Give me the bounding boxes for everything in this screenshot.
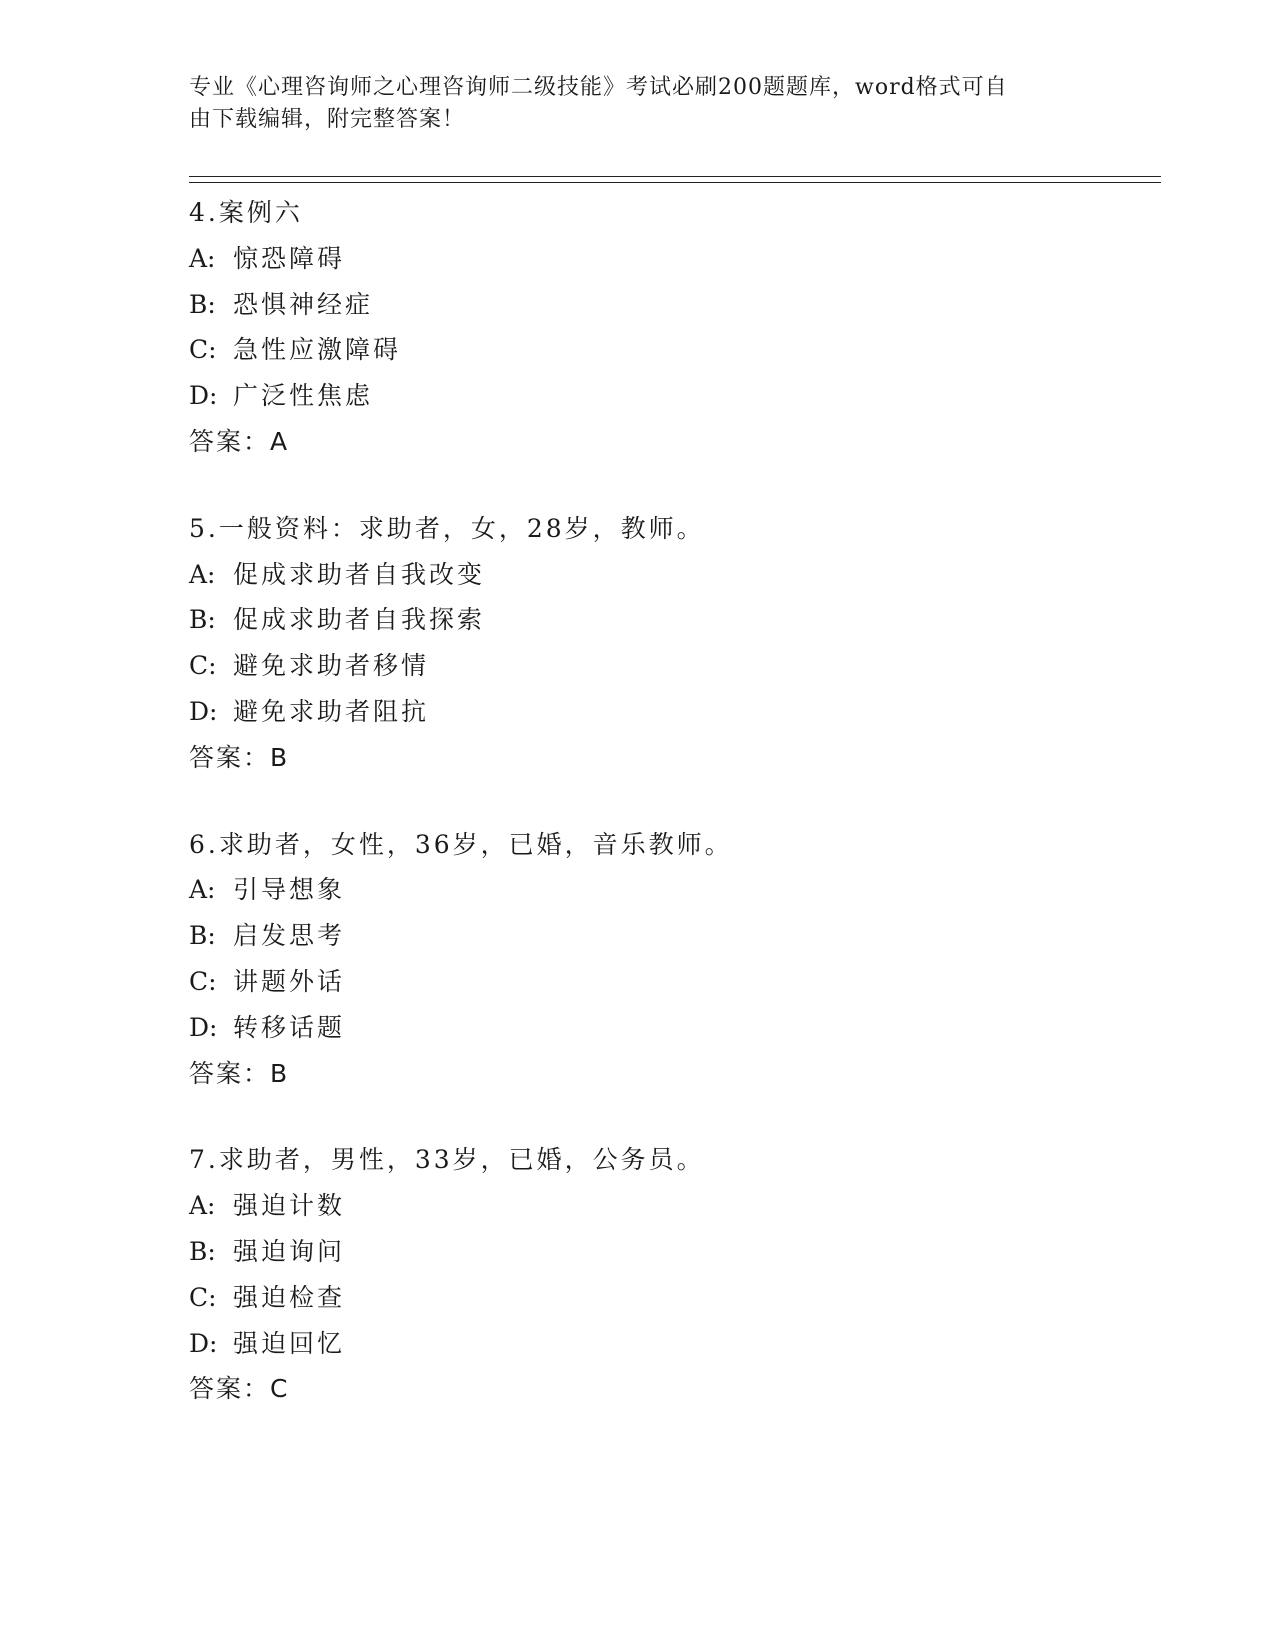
option-b (189, 282, 1149, 328)
option-letter: A: (189, 1191, 216, 1221)
option-letter: C: (189, 335, 217, 365)
option-c (189, 1275, 1149, 1321)
question-stem: 6.求助者，女性，36岁，已婚，音乐教师。 (189, 829, 733, 859)
option-letter: B: (189, 1236, 216, 1266)
option-letter: C: (189, 966, 217, 996)
option-d (189, 689, 1149, 735)
option-text: 促成求助者自我探索 (233, 605, 486, 635)
option-a (189, 236, 1149, 282)
option-text: 启发思考 (233, 921, 346, 951)
option-text: 避免求助者移情 (233, 651, 430, 681)
header-divider-bottom (189, 182, 1161, 183)
question-4 (189, 190, 1149, 465)
option-c (189, 643, 1149, 689)
option-letter: D: (189, 381, 218, 411)
option-letter: C: (189, 651, 217, 681)
option-b (189, 913, 1149, 959)
option-text: 转移话题 (233, 1012, 346, 1042)
question-6 (189, 822, 1149, 1097)
option-text: 恐惧神经症 (233, 289, 374, 319)
option-text: 惊恐障碍 (233, 243, 346, 273)
option-c (189, 327, 1149, 373)
option-text: 避免求助者阻抗 (233, 696, 430, 726)
header-line-2: 由下载编辑，附完整答案！ (189, 107, 466, 132)
option-letter: C: (189, 1282, 217, 1312)
header-divider-top (189, 176, 1161, 177)
option-d (189, 373, 1149, 419)
answer-line: 答案：A (189, 426, 290, 456)
option-text: 讲题外话 (233, 966, 346, 996)
question-list (189, 190, 1149, 1453)
option-a (189, 552, 1149, 598)
header-line-1: 专业《心理咨询师之心理咨询师二级技能》考试必刷200题题库，word格式可自 (189, 75, 1008, 100)
option-text: 强迫计数 (233, 1191, 346, 1221)
question-stem: 5.一般资料：求助者，女，28岁，教师。 (189, 513, 705, 543)
option-b (189, 597, 1149, 643)
option-letter: A: (189, 559, 216, 589)
option-text: 急性应激障碍 (233, 335, 402, 365)
option-text: 引导想象 (233, 875, 346, 905)
document-header (189, 72, 1069, 136)
option-d (189, 1321, 1149, 1367)
option-b (189, 1229, 1149, 1275)
option-d (189, 1005, 1149, 1051)
option-letter: B: (189, 289, 216, 319)
option-letter: D: (189, 1328, 218, 1358)
option-letter: A: (189, 243, 216, 273)
question-7 (189, 1137, 1149, 1412)
option-text: 广泛性焦虑 (233, 381, 374, 411)
option-text: 强迫检查 (233, 1282, 346, 1312)
answer-line: 答案：B (189, 742, 290, 772)
option-letter: D: (189, 696, 218, 726)
option-c (189, 959, 1149, 1005)
option-text: 强迫询问 (233, 1236, 346, 1266)
option-a (189, 1183, 1149, 1229)
answer-line: 答案：C (189, 1374, 290, 1404)
option-a (189, 867, 1149, 913)
option-letter: D: (189, 1012, 218, 1042)
answer-line: 答案：B (189, 1058, 290, 1088)
option-letter: B: (189, 921, 216, 951)
question-stem: 7.求助者，男性，33岁，已婚，公务员。 (189, 1145, 705, 1175)
question-stem: 4.案例六 (189, 198, 303, 227)
question-5 (189, 506, 1149, 781)
option-letter: A: (189, 875, 216, 905)
option-text: 强迫回忆 (233, 1328, 346, 1358)
option-text: 促成求助者自我改变 (233, 559, 486, 589)
option-letter: B: (189, 605, 216, 635)
